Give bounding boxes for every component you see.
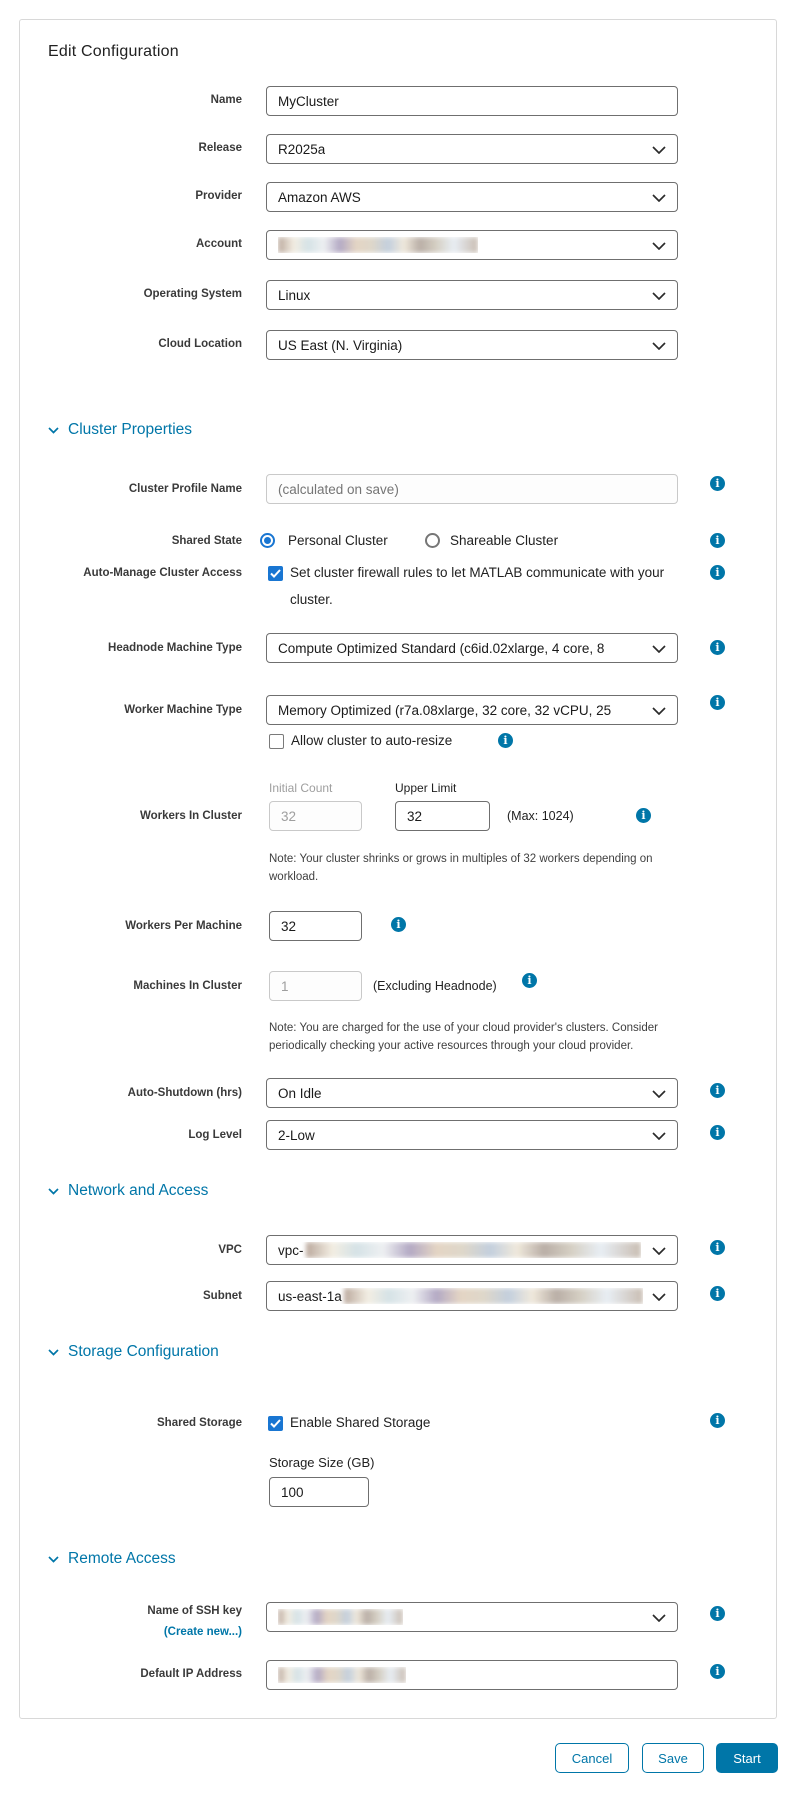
info-icon[interactable] — [710, 1286, 725, 1301]
ssh-key-label: Name of SSH key — [147, 1605, 242, 1617]
headnode-machine-type-select[interactable]: Compute Optimized Standard (c6id.02xlarge, 4 core, 8 — [266, 633, 678, 663]
redacted-vpc-value — [306, 1242, 641, 1258]
workers-note: Note: Your cluster shrinks or grows in multiples of 32 workers depending on workload. — [269, 853, 653, 883]
cancel-button[interactable]: Cancel — [555, 1743, 629, 1773]
info-icon[interactable] — [498, 733, 513, 748]
chevron-down-icon — [652, 1614, 666, 1622]
chevron-down-icon — [652, 292, 666, 300]
default-ip-input[interactable] — [266, 1660, 678, 1690]
info-icon[interactable] — [710, 1413, 725, 1428]
cluster-profile-name-label: Cluster Profile Name — [128, 483, 242, 495]
redacted-account-value — [278, 237, 478, 253]
default-ip-label: Default IP Address — [140, 1668, 242, 1680]
edit-configuration-card — [19, 19, 777, 1719]
info-icon[interactable] — [710, 1083, 725, 1098]
section-storage-configuration[interactable]: Storage Configuration — [48, 1342, 219, 1362]
cluster-profile-name-input — [266, 474, 678, 504]
cloud-location-label: Cloud Location — [158, 338, 242, 350]
provider-select[interactable]: Amazon AWS — [266, 182, 678, 212]
chevron-down-icon — [48, 1349, 59, 1356]
auto-manage-checkbox[interactable] — [268, 566, 283, 581]
workers-in-cluster-label: Workers In Cluster — [139, 810, 242, 822]
operating-system-select[interactable]: Linux — [266, 280, 678, 310]
chevron-down-icon — [652, 242, 666, 250]
workers-per-machine-input[interactable] — [269, 911, 362, 941]
headnode-machine-type-label: Headnode Machine Type — [108, 642, 242, 654]
redacted-subnet-value — [344, 1288, 643, 1304]
max-workers-hint: (Max: 1024) — [507, 809, 574, 823]
check-icon — [270, 1419, 281, 1428]
operating-system-label: Operating System — [143, 288, 242, 300]
workers-per-machine-label: Workers Per Machine — [125, 920, 242, 932]
section-cluster-properties[interactable]: Cluster Properties — [48, 420, 192, 440]
upper-limit-label: Upper Limit — [395, 781, 457, 795]
shared-storage-label: Shared Storage — [157, 1417, 242, 1429]
section-remote-access[interactable]: Remote Access — [48, 1549, 176, 1569]
subnet-label: Subnet — [203, 1290, 242, 1302]
chevron-down-icon — [652, 1090, 666, 1098]
auto-resize-checkbox[interactable] — [269, 734, 284, 749]
vpc-select[interactable]: vpc- — [266, 1235, 678, 1265]
account-select[interactable] — [266, 230, 678, 260]
redacted-ssh-key-value — [278, 1609, 403, 1625]
auto-resize-checkbox-label[interactable]: Allow cluster to auto-resize — [291, 733, 453, 748]
chevron-down-icon — [652, 1132, 666, 1140]
chevron-down-icon — [652, 146, 666, 154]
info-icon[interactable] — [391, 917, 406, 932]
name-input[interactable] — [266, 86, 678, 116]
log-level-select[interactable]: 2-Low — [266, 1120, 678, 1150]
chevron-down-icon — [652, 645, 666, 653]
ssh-key-select[interactable] — [266, 1602, 678, 1632]
save-button[interactable]: Save — [642, 1743, 704, 1773]
storage-size-label: Storage Size (GB) — [269, 1455, 375, 1470]
worker-machine-type-select[interactable]: Memory Optimized (r7a.08xlarge, 32 core, 32 vCPU, 25 — [266, 695, 678, 725]
upper-limit-input[interactable] — [395, 801, 490, 831]
info-icon[interactable] — [710, 476, 725, 491]
info-icon[interactable] — [710, 1606, 725, 1621]
chevron-down-icon — [48, 1188, 59, 1195]
shareable-cluster-radio-label[interactable]: Shareable Cluster — [450, 533, 559, 548]
excluding-headnode-hint: (Excluding Headnode) — [373, 979, 497, 993]
info-icon[interactable] — [710, 533, 725, 548]
chevron-down-icon — [48, 1556, 59, 1563]
vpc-label: VPC — [218, 1244, 242, 1256]
info-icon[interactable] — [636, 808, 651, 823]
info-icon[interactable] — [710, 1125, 725, 1140]
redacted-default-ip-value — [278, 1667, 406, 1683]
initial-count-input — [269, 801, 362, 831]
provider-label: Provider — [195, 190, 242, 202]
auto-shutdown-label: Auto-Shutdown (hrs) — [127, 1087, 242, 1099]
info-icon[interactable] — [710, 1664, 725, 1679]
personal-cluster-radio-label[interactable]: Personal Cluster — [288, 533, 388, 548]
info-icon[interactable] — [710, 640, 725, 655]
billing-note: Note: You are charged for the use of your cloud provider's clusters. Consider periodically checking your active resources through your cloud provider. — [269, 1022, 658, 1052]
release-label: Release — [198, 142, 242, 154]
info-icon[interactable] — [710, 695, 725, 710]
auto-manage-cluster-access-label: Auto-Manage Cluster Access — [83, 567, 242, 579]
chevron-down-icon — [652, 342, 666, 350]
chevron-down-icon — [652, 1293, 666, 1301]
auto-manage-checkbox-label[interactable]: Set cluster firewall rules to let MATLAB communicate with your cluster. — [290, 565, 665, 607]
machines-in-cluster-label: Machines In Cluster — [133, 980, 242, 992]
auto-shutdown-select[interactable]: On Idle — [266, 1078, 678, 1108]
name-label: Name — [210, 94, 242, 106]
initial-count-label: Initial Count — [269, 781, 333, 795]
log-level-label: Log Level — [188, 1129, 242, 1141]
worker-machine-type-label: Worker Machine Type — [124, 704, 242, 716]
start-button[interactable]: Start — [716, 1743, 778, 1773]
check-icon — [270, 569, 281, 578]
chevron-down-icon — [48, 427, 59, 434]
chevron-down-icon — [652, 707, 666, 715]
cloud-location-select[interactable]: US East (N. Virginia) — [266, 330, 678, 360]
info-icon[interactable] — [522, 973, 537, 988]
account-label: Account — [196, 238, 242, 250]
chevron-down-icon — [652, 194, 666, 202]
chevron-down-icon — [652, 1247, 666, 1255]
create-new-ssh-key-link[interactable]: (Create new...) — [163, 1626, 242, 1638]
machines-in-cluster-input — [269, 971, 362, 1001]
storage-size-input[interactable] — [269, 1477, 369, 1507]
info-icon[interactable] — [710, 1240, 725, 1255]
subnet-select[interactable]: us-east-1a — [266, 1281, 678, 1311]
page-title: Edit Configuration — [48, 43, 179, 60]
shared-state-label: Shared State — [171, 535, 242, 547]
personal-cluster-radio[interactable] — [260, 533, 275, 548]
enable-shared-storage-checkbox-label[interactable]: Enable Shared Storage — [290, 1415, 431, 1430]
section-network-and-access[interactable]: Network and Access — [48, 1181, 208, 1201]
shareable-cluster-radio[interactable] — [425, 533, 440, 548]
enable-shared-storage-checkbox[interactable] — [268, 1416, 283, 1431]
info-icon[interactable] — [710, 565, 725, 580]
release-select[interactable]: R2025a — [266, 134, 678, 164]
